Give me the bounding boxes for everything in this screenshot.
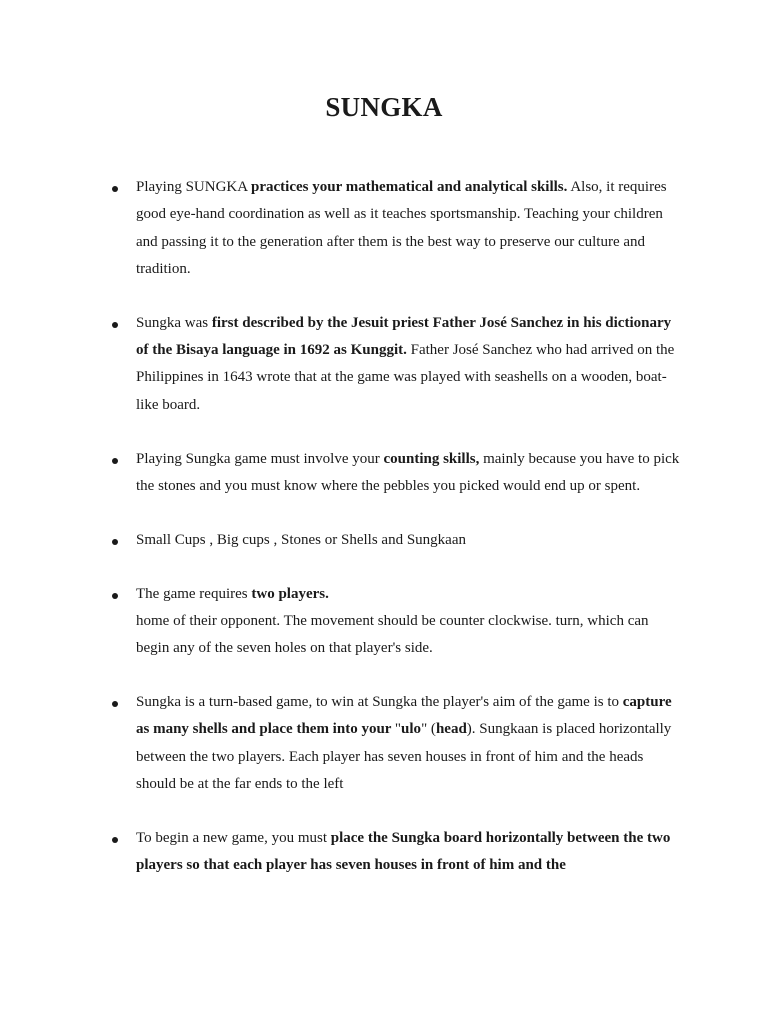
body-text: Playing Sungka game must involve your	[136, 450, 384, 467]
bold-text: practices your mathematical and analytical skills.	[251, 179, 568, 195]
body-text: The game requires	[136, 585, 252, 602]
body-text: " (	[421, 721, 436, 738]
bullet-item	[0, 581, 768, 663]
bold-text: place the Sungka board horizontally between the two players so that each player has seven houses in front of him and the	[136, 829, 671, 874]
body-text: home of their opponent. The movement should be counter clockwise. turn, which can begin any of the seven holes on that player's side.	[136, 612, 649, 657]
body-text: Small Cups , Big cups , Stones or Shells and Sungkaan	[136, 531, 466, 548]
body-text: To begin a new game, you must	[136, 829, 331, 846]
body-text: Playing SUNGKA	[136, 179, 252, 195]
bullet-dot-icon	[112, 186, 118, 192]
bold-text: counting skills,	[383, 450, 480, 467]
body-text: Father José Sanchez who had arrived on the Philippines in 1643 wrote that at the game was played with seashells on a wooden, boat-like board.	[136, 342, 675, 413]
bold-text: capture as many shells and place them into your	[136, 694, 672, 738]
bullet-item	[0, 825, 768, 880]
page-title: SUNGKA	[325, 92, 443, 122]
bullet-dot-icon	[112, 458, 118, 464]
bullet-item	[0, 174, 768, 283]
body-text: Also, it requires good eye-hand coordination as well as it teaches sportsmanship. Teaching your children and passing it to the generation after them is the best way to preserve our culture and tradition.	[136, 179, 667, 277]
body-text: "	[394, 721, 402, 738]
bold-text: ulo	[401, 721, 422, 738]
bullet-dot-icon	[112, 837, 118, 843]
bold-text: head	[435, 721, 467, 738]
body-text: mainly because you have to pick the stones and you must know where the pebbles you picked would end up or spent.	[136, 450, 680, 494]
body-text: Sungka is a turn-based game, to win at Sungka the player's aim of the game is to	[136, 694, 623, 711]
bullet-line	[136, 608, 680, 663]
bullet-dot-icon	[112, 322, 118, 328]
body-text: ). Sungkaan is placed horizontally between the two players. Each player has seven houses in front of him and the heads should be at the far ends to the left	[136, 721, 672, 793]
bullet-line	[136, 581, 680, 608]
bullet-item	[0, 310, 768, 419]
bullet-dot-icon	[112, 701, 118, 707]
bold-text: first described by the Jesuit priest Father José Sanchez in his dictionary of the Bisaya language in 1692 as Kunggit.	[136, 314, 672, 359]
bullet-item	[0, 527, 768, 554]
bullet-item	[0, 446, 768, 501]
body-text: Sungka was	[136, 314, 212, 331]
bullet-item	[0, 689, 768, 798]
bold-text: two players.	[251, 585, 329, 602]
bullet-dot-icon	[112, 593, 118, 599]
bullet-list	[0, 174, 768, 906]
bullet-dot-icon	[112, 539, 118, 545]
